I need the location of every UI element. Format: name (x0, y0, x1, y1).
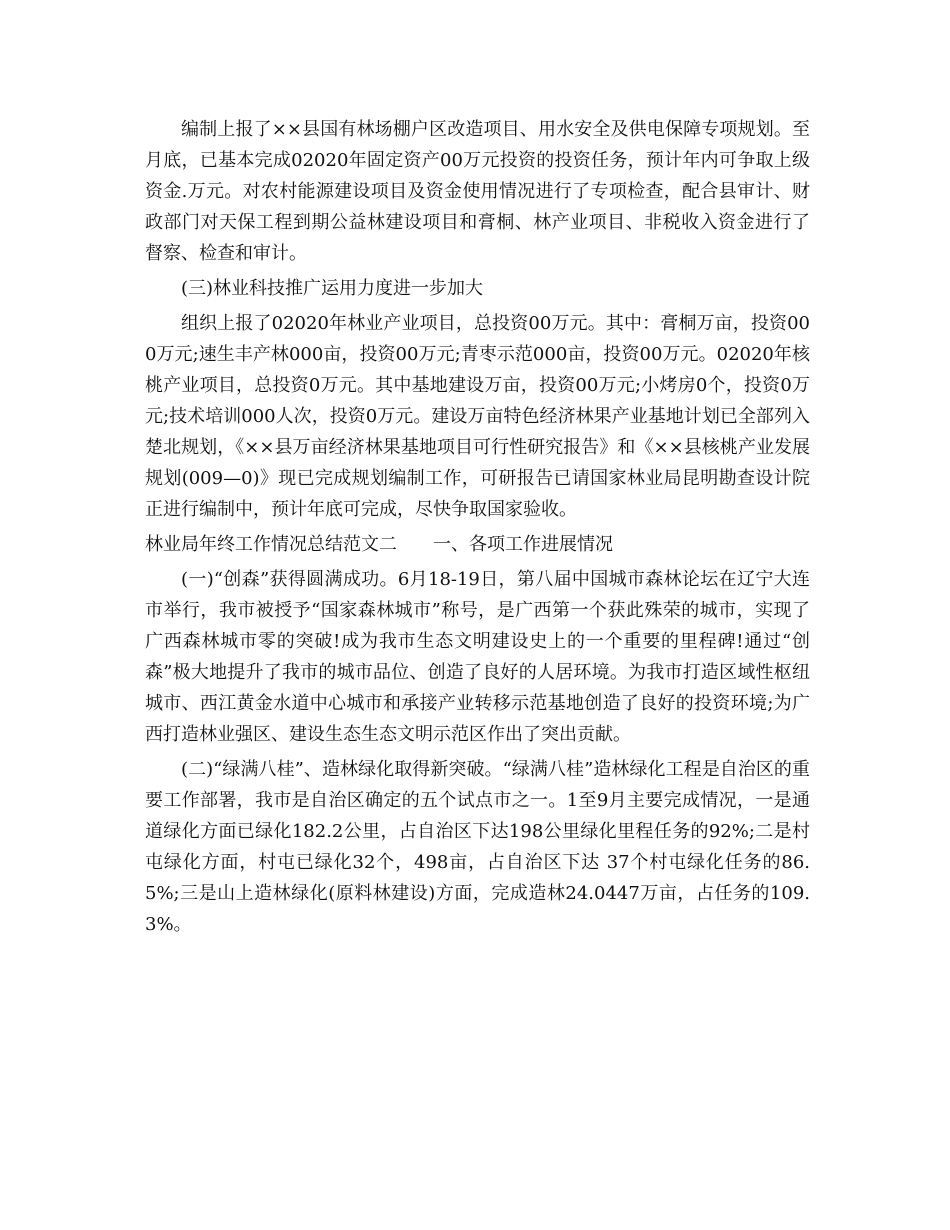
paragraph-forest-city: (一)“创森”获得圆满成功。6月18-19日，第八届中国城市森林论坛在辽宁大连市举行，我市被授予“国家森林城市”称号，是广西第一个获此殊荣的城市，实现了广西森林城市零的突破!成为我市生态文明建设史上的一个重要的里程碑!通过“创森”极大地提升了我市的城市品位、创造了良好的人居环境。为我市打造区域性枢纽城市、西江黄金水道中心城市和承接产业转移示范基地创造了良好的投资环境;为广西打造林业强区、建设生态生态文明示范区作出了突出贡献。 (145, 569, 810, 745)
document-body (145, 114, 810, 944)
document-subtitle: 林业局年终工作情况总结范文二 一、各项工作进展情况 (145, 534, 613, 555)
paragraph-industry-projects: 组织上报了02020年林业产业项目，总投资00万元。其中：膏桐万亩，投资000万元;速生丰产林000亩，投资00万元;青枣示范000亩，投资00万元。02020年核桃产业项目，总投资0万元。其中基地建设万亩，投资00万元;小烤房0个，投资0万元;技术培训000人次，投资0万元。建设万亩特色经济林果产业基地计划已全部列入楚北规划，《××县万亩经济林果基地项目可行性研究报告》和《××县核桃产业发展规划(009—0)》现已完成规划编制工作，可研报告已请国家林业局昆明勘查设计院正进行编制中，预计年底可完成，尽快争取国家验收。 (145, 313, 810, 520)
section-heading-tech-promotion: (三)林业科技推广运用力度进一步加大 (181, 278, 484, 299)
paragraph-planning-report: 编制上报了××县国有林场棚户区改造项目、用水安全及供电保障专项规划。至月底，已基本完成02020年固定资产00万元投资的投资任务，预计年内可争取上级资金.万元。对农村能源建设项目及资金使用情况进行了专项检查，配合县审计、财政部门对天保工程到期公益林建设项目和膏桐、林产业项目、非税收入资金进行了督察、检查和审计。 (145, 119, 810, 264)
paragraph-greening: (二)“绿满八桂”、造林绿化取得新突破。“绿满八桂”造林绿化工程是自治区的重要工作部署，我市是自治区确定的五个试点市之一。1至9月主要完成情况，一是通道绿化方面已绿化182.2公里，占自治区下达198公里绿化里程任务的92%;二是村屯绿化方面，村屯已绿化32个，498亩，占自治区下达 37个村屯绿化任务的86.5%;三是山上造林绿化(原料林建设)方面，完成造林24.0447万亩，占任务的109.3%。 (145, 759, 810, 935)
